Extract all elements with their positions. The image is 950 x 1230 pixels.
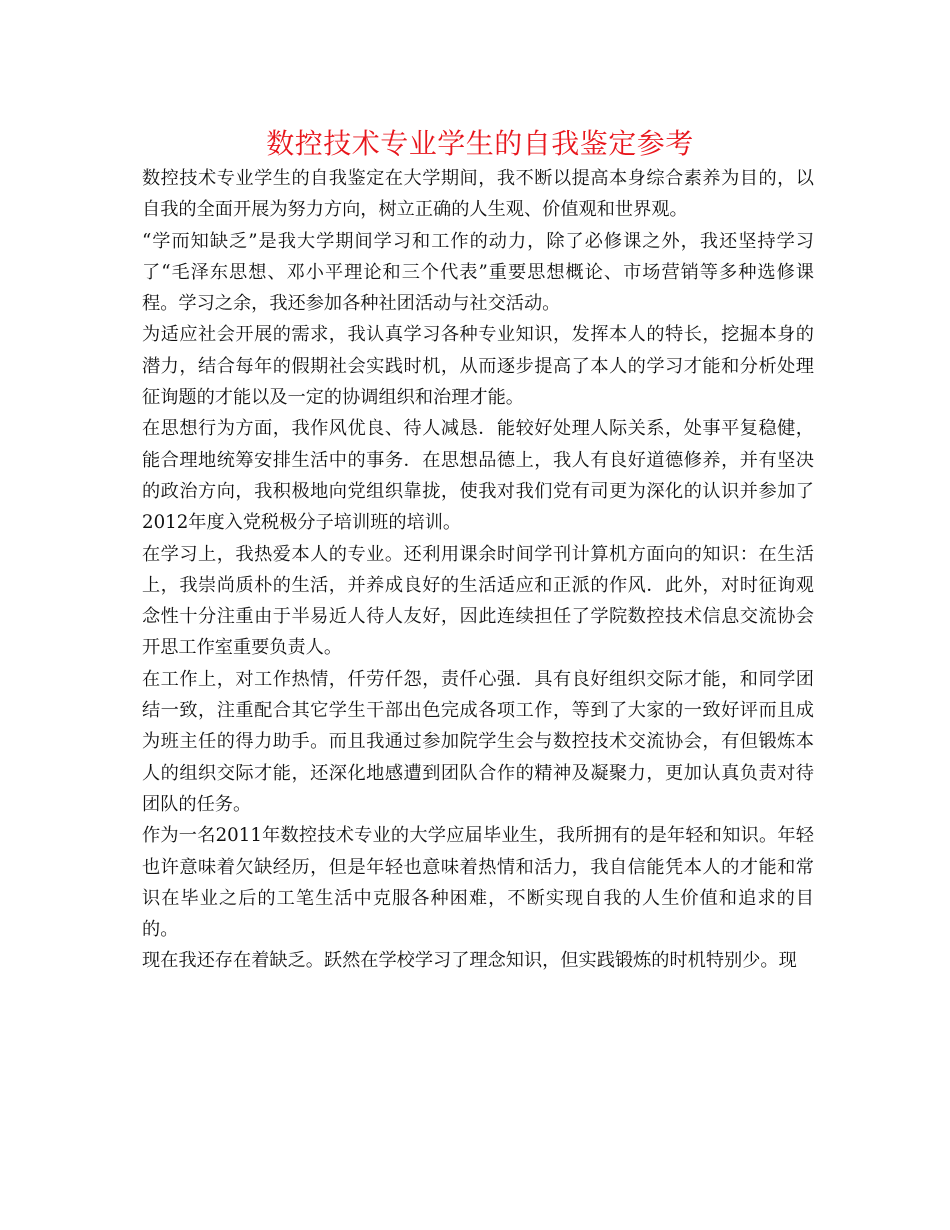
paragraph: 在学习上，我热爱本人的专业。还利用课余时间学刊计算机方面向的知识：在生活上，我崇尚质朴的生活，并养成良好的生活适应和正派的作风．此外，对时征询观念性十分注重由于半易近人待人友好，因此连续担任了学院数控技术信息交流协会开思工作室重要负责人。 bbox=[142, 543, 814, 659]
document-title: 数控技术专业学生的自我鉴定参考 bbox=[266, 127, 694, 160]
paragraph: 在工作上，对工作热情，仟劳仟怨，责仟心强．具有良好组织交际才能，和同学团结一致，注重配合其它学生干部出色完成各项工作，等到了大家的一致好评而且成为班主任的得力助手。而且我通过参加院学生会与数控技术交流协会，有但锻炼本人的组织交际才能，还深化地感遭到团队合作的精神及凝聚力，更加认真负责对待团队的任务。 bbox=[142, 668, 814, 815]
paragraph: 数控技术专业学生的自我鉴定在大学期间，我不断以提高本身综合素养为目的，以自我的全面开展为努力方向，树立正确的人生观、价值观和世界观。 bbox=[142, 168, 814, 221]
paragraph: 现在我还存在着缺乏。跃然在学校学习了理念知识，但实践锻炼的时机特别少。现 bbox=[142, 950, 797, 972]
paragraph: 在思想行为方面，我作风优良、待人减恳．能较好处理人际关系，处事平复稳健，能合理地统筹安排生活中的事务．在思想品德上，我人有良好道德修养，并有坚决的政治方向，我积极地向党组织靠拢，使我对我们党有司更为深化的认识并参加了2012年度入党税极分子培训班的培训。 bbox=[142, 418, 814, 534]
paragraph: 为适应社会开展的需求，我认真学习各种专业知识，发挥本人的特长，挖掘本身的潜力，结合每年的假期社会实践时机，从而逐步提高了本人的学习才能和分析处理征询题的才能以及一定的协调组织和治理才能。 bbox=[142, 324, 814, 409]
paragraph: 作为一名2011年数控技术专业的大学应届毕业生，我所拥有的是年轻和知识。年轻也许意味着欠缺经历，但是年轻也意味着热情和活力，我自信能凭本人的才能和常识在毕业之后的工笔生活中克服各种困难，不断实现自我的人生价值和追求的目的。 bbox=[142, 825, 814, 941]
document-body bbox=[142, 163, 814, 977]
paragraph: “学而知缺乏”是我大学期间学习和工作的动力，除了必修课之外，我还坚持学习了“毛泽东思想、邓小平理论和三个代表”重要思想概论、市场营销等多种选修课程。学习之余，我还参加各种社团活动与社交活动。 bbox=[142, 230, 814, 315]
